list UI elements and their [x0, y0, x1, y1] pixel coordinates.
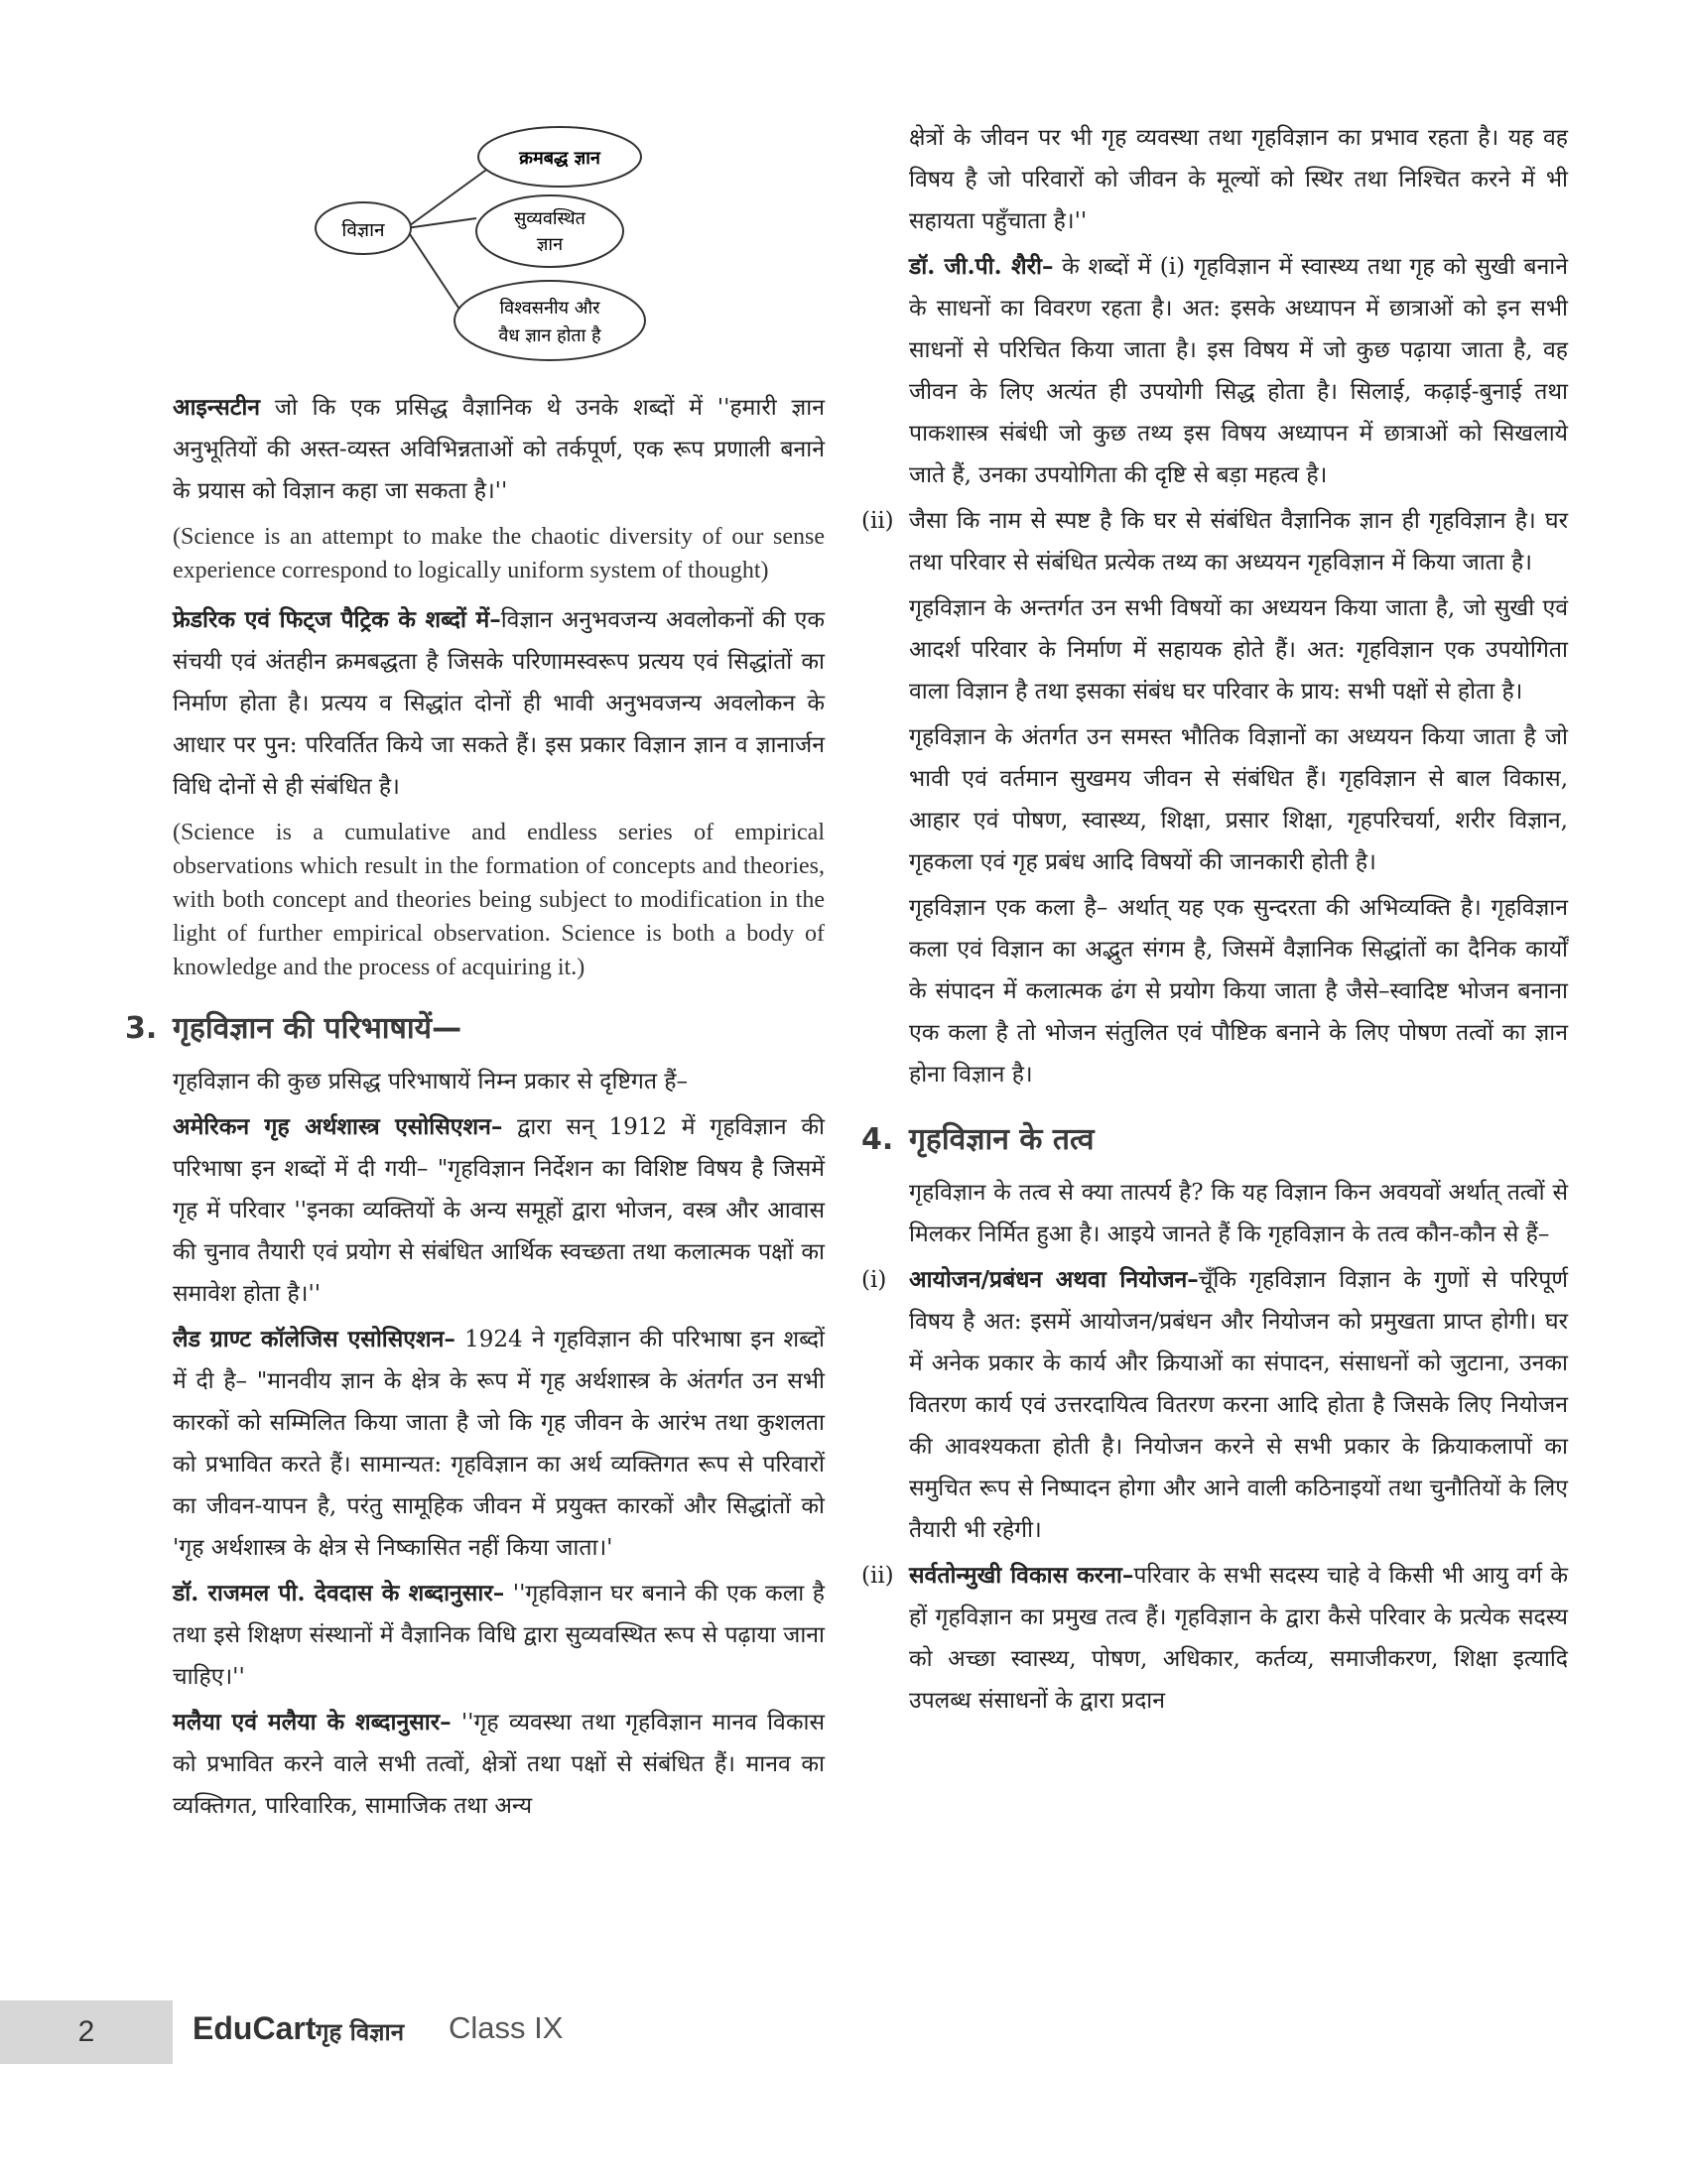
einstein-definition: आइन्सटीन जो कि एक प्रसिद्ध वैज्ञानिक थे उनके शब्दों में ''हमारी ज्ञान अनुभूतियों की अस्त-व्यस्त अविभिन्नताओं को तर्कपूर्ण, एक रूप प्रणाली बनाने के प्रयास को विज्ञान कहा जा सकता है।''	[173, 394, 825, 504]
american-association-definition: अमेरिकन गृह अर्थशास्त्र एसोसिएशन– द्वारा सन् 1912 में गृहविज्ञान की परिभाषा इन शब्दों में दी गयी– "गृहविज्ञान निर्देशन का विशिष्ट विषय है जिसमें गृह में परिवार ''इनका व्यक्तियों के अन्य समूहों द्वारा भोजन, वस्त्र और आवास की चुनाव तैयारी एवं प्रयोग से संबंधित आर्थिक स्वच्छता तथा कलात्मक पक्षों का समावेश होता है।''	[173, 1113, 825, 1307]
left-column	[125, 117, 826, 1831]
diagram-node-3-label-2: वैध ज्ञान होता है	[498, 325, 601, 346]
element-item-i: (i) आयोजन/प्रबंधन अथवा नियोजन–चूँकि गृहविज्ञान विज्ञान के गुणों से परिपूर्ण विषय है अत: इसमें आयोजन/प्रबंधन और नियोजन को प्रमुखता प्राप्त होगी। घर में अनेक प्रकार के कार्य और क्रियाओं का संपादन, संसाधनों को जुटाना, उनका वितरण कार्य एवं उत्तरदायित्व वितरण करना आदि होता है जिसके लिए नियोजन की आवश्यकता होती है। नियोजन करने से सभी प्रकार के क्रियाकलापों का समुचित रूप से निष्पादन होगा और आने वाली कठिनाइयों तथा चुनौतियों के लिए तैयारी भी रहेगी।	[861, 1266, 1569, 1543]
section-4-intro: गृहविज्ञान के तत्व से क्या तात्पर्य है? कि यह विज्ञान किन अवयवों अर्थात् तत्वों से मिलकर निर्मित हुआ है। आइये जानते हैं कि गृहविज्ञान के तत्व कौन-कौन से हैं–	[909, 1180, 1568, 1247]
element-item-ii: (ii) सर्वतोन्मुखी विकास करना–परिवार के सभी सदस्य चाहे वे किसी भी आयु वर्ग के हों गृहविज्ञान का प्रमुख तत्व हैं। गृहविज्ञान के द्वारा कैसे परिवार के प्रत्येक सदस्य को अच्छा स्वास्थ्य, पोषण, अधिकार, कर्तव्य, समाजीकरण, शिक्षा इत्यादि उपलब्ध संसाधनों के द्वारा प्रदान	[861, 1562, 1569, 1714]
fitzpatrick-definition: फ्रेडरिक एवं फिट्ज पैट्रिक के शब्दों में–विज्ञान अनुभवजन्य अवलोकनों की एक संचयी एवं अंतहीन क्रमबद्धता है जिसके परिणामस्वरूप प्रत्यय एवं सिद्धांतों का निर्माण होता है। प्रत्यय व सिद्धांत दोनों ही भावी अनुभवजन्य अवलोकन के आधार पर पुन: परिवर्तित किये जा सकते हैं। इस प्रकार विज्ञान ज्ञान व ज्ञानार्जन विधि दोनों से ही संबंधित है।	[173, 606, 825, 800]
diagram-node-1-label: क्रमबद्ध ज्ञान	[519, 148, 600, 169]
sherry-definition: डॉ. जी.पी. शैरी– के शब्दों में (i) गृहविज्ञान में स्वास्थ्य तथा गृह को सुखी बनाने के साधनों का विवरण रहता है। अत: इसके अध्यापन में छात्राओं को इन सभी साधनों से परिचित किया जाता है। इस विषय में जो कुछ पढ़ाया जाता है, वह जीवन के लिए अत्यंत ही उपयोगी सिद्ध होता है। सिलाई, कढ़ाई-बुनाई तथा पाकशास्त्र संबंधी जो कुछ तथ्य इस विषय अध्यापन में छात्राओं को सिखलाये जाते हैं, उनका उपयोगिता की दृष्टि से बड़ा महत्व है।	[909, 253, 1568, 488]
home-science-art: गृहविज्ञान एक कला है– अर्थात् यह एक सुन्दरता की अभिव्यक्ति है। गृहविज्ञान कला एवं विज्ञान का अद्भुत संगम है, जिसमें वैज्ञानिक सिद्धांतों का दैनिक कार्यों के संपादन में कलात्मक ढंग से प्रयोग किया जाता है जैसे–स्वादिष्ट भोजन बनाना एक कला है तो भोजन संतुलित एवं पौष्टिक बनाने के लिए पोषण तत्वों का ज्ञान होना विज्ञान है।	[909, 895, 1568, 1088]
list-item-ii: (ii) जैसा कि नाम से स्पष्ट है कि घर से संबंधित वैज्ञानिक ज्ञान ही गृहविज्ञान है। घर तथा परिवार से संबंधित प्रत्येक तथ्य का अध्ययन गृहविज्ञान में किया जाता है।	[861, 508, 1568, 576]
science-diagram	[292, 117, 669, 365]
footer-class: Class IX	[449, 2010, 564, 2045]
diagram-node-2-label: सुव्यवस्थित	[514, 208, 585, 229]
malaiya-continued: क्षेत्रों के जीवन पर भी गृह व्यवस्था तथा गृहविज्ञान का प्रभाव रहता है। यह वह विषय है जो परिवारों को जीवन के मूल्यों को स्थिर तथा निश्चित करने में भी सहायता पहुँचाता है।''	[909, 125, 1568, 234]
section-3-heading: 3. गृहविज्ञान की परिभाषायें—	[125, 1011, 462, 1046]
section-4-heading: 4. गृहविज्ञान के तत्व	[861, 1122, 1095, 1157]
home-science-subjects: गृहविज्ञान के अंतर्गत उन समस्त भौतिक विज्ञानों का अध्ययन किया जाता है जो भावी एवं वर्तमान सुखमय जीवन से संबंधित हैं। गृहविज्ञान से बाल विकास, आहार एवं पोषण, स्वास्थ्य, शिक्षा, प्रसार शिक्षा, गृहपरिचर्या, शरीर विज्ञान, गृहकला एवं गृह प्रबंध आदि विषयों की जानकारी होती है।	[909, 724, 1568, 875]
malaiya-definition: मलैया एवं मलैया के शब्दानुसार– ''गृह व्यवस्था तथा गृहविज्ञान मानव विकास को प्रभावित करने वाले सभी तत्वों, क्षेत्रों तथा पक्षों से संबंधित हैं। मानव का व्यक्तिगत, पारिवारिक, सामाजिक तथा अन्य	[173, 1709, 826, 1819]
page-number: 2	[77, 2015, 95, 2048]
diagram-node-2-label-2: ज्ञान	[536, 234, 564, 255]
diagram-node-2	[476, 195, 623, 267]
brand-logo: EduCart	[193, 2010, 317, 2046]
diagram-center-label: विज्ञान	[341, 219, 385, 241]
einstein-english: (Science is an attempt to make the chaotic diversity of our sense experience correspond to logically uniform system of thought)	[173, 524, 825, 583]
home-science-scope: गृहविज्ञान के अन्तर्गत उन सभी विषयों का अध्ययन किया जाता है, जो सुखी एवं आदर्श परिवार के निर्माण में सहायक होते हैं। अत: गृहविज्ञान एक उपयोगिता वाला विज्ञान है तथा इसका संबंध घर परिवार के प्राय: सभी पक्षों से होता है।	[909, 595, 1568, 705]
footer-subject: गृह विज्ञान	[316, 2018, 405, 2046]
diagram-node-3-label: विश्वसनीय और	[499, 298, 600, 319]
devdas-definition: डॉ. राजमल पी. देवदास के शब्दानुसार– ''गृहविज्ञान घर बनाने की एक कला है तथा इसे शिक्षण संस्थानों में वैज्ञानिक विधि द्वारा सुव्यवस्थित रूप से पढ़ाया जाना चाहिए।''	[173, 1580, 825, 1690]
fitzpatrick-english: (Science is a cumulative and endless series of empirical observations which result in the formation of concepts and theories, with both concept and theories being subject to modification in the light of further empirical observation. Science is both a body of knowledge and the process of acquiring it.)	[173, 820, 825, 980]
section-3-intro: गृहविज्ञान की कुछ प्रसिद्ध परिभाषायें निम्न प्रकार से दृष्टिगत हैं–	[173, 1069, 688, 1094]
diagram-node-3	[454, 281, 645, 360]
right-column	[861, 117, 1569, 1726]
land-grant-definition: लैड ग्राण्ट कॉलेजिस एसोसिएशन– 1924 ने गृहविज्ञान की परिभाषा इन शब्दों में दी है– "मानवीय ज्ञान के क्षेत्र के रूप में गृह अर्थशास्त्र के अंतर्गत उन सभी कारकों को सम्मिलित किया जाता है जो कि गृह जीवन के आरंभ तथा कुशलता को प्रभावित करते हैं। सामान्यत: गृहविज्ञान का अर्थ व्यक्तिगत रूप से परिवारों का जीवन-यापन है, परंतु सामूहिक जीवन में प्रयुक्त कारकों और सिद्धांतों को 'गृह अर्थशास्त्र के क्षेत्र से निष्कासित नहीं किया जाता।'	[173, 1326, 825, 1561]
